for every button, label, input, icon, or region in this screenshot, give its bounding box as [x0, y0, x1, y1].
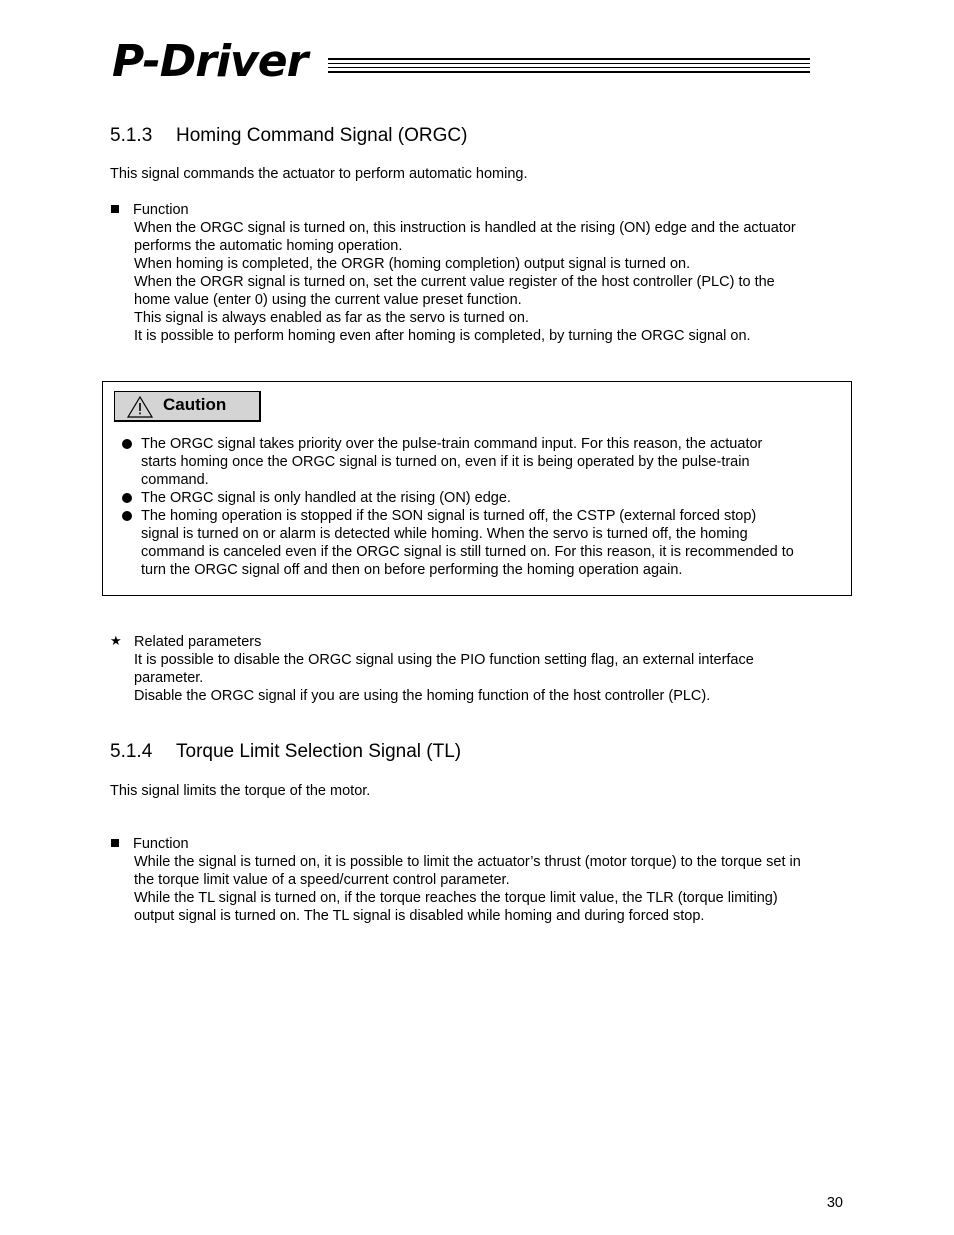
section-heading-514: [110, 741, 461, 763]
header-rule: [328, 58, 810, 76]
round-bullet-icon: [122, 511, 132, 521]
function-line: This signal is always enabled as far as the servo is turned on.: [134, 310, 529, 326]
caution-line: signal is turned on or alarm is detected while homing. When the servo is turned off, the homing: [141, 526, 748, 542]
section-title: Torque Limit Selection Signal (TL): [176, 741, 462, 762]
caution-line: The homing operation is stopped if the SON signal is turned off, the CSTP (external forced stop): [141, 508, 757, 524]
caution-line: command.: [141, 472, 209, 488]
section-heading-513: [110, 125, 467, 147]
function-line: When the ORGC signal is turned on, this instruction is handled at the rising (ON) edge and the actuator: [134, 220, 796, 236]
section-title: Homing Command Signal (ORGC): [176, 125, 468, 146]
function-description: [134, 219, 796, 345]
square-bullet-icon: [111, 839, 119, 847]
caution-item: [121, 507, 846, 579]
function-line: When the ORGR signal is turned on, set the current value register of the host controller (PLC) to the: [134, 274, 775, 290]
function-line: the torque limit value of a speed/current control parameter.: [134, 872, 510, 888]
function-label: Function: [133, 202, 189, 218]
function-line: When homing is completed, the ORGR (homing completion) output signal is turned on.: [134, 256, 691, 272]
function-line: While the TL signal is turned on, if the torque reaches the torque limit value, the TLR (torque limiting): [134, 890, 778, 906]
related-label: Related parameters: [134, 634, 262, 650]
caution-list: [121, 435, 846, 579]
star-icon: ★: [110, 633, 122, 648]
logo-wordmark: P-Driver: [112, 36, 308, 87]
section-number: 5.1.3: [110, 125, 153, 146]
related-line: It is possible to disable the ORGC signal using the PIO function setting flag, an external interface: [134, 652, 754, 668]
caution-item: [121, 489, 846, 507]
section-number: 5.1.4: [110, 741, 153, 762]
header-logo: [112, 36, 812, 88]
function-line: While the signal is turned on, it is possible to limit the actuator’s thrust (motor torque) to the torque set in: [134, 854, 801, 870]
function-description: [134, 853, 801, 925]
caution-line: The ORGC signal is only handled at the rising (ON) edge.: [141, 490, 511, 506]
page-number: 30: [826, 1195, 843, 1211]
function-line: performs the automatic homing operation.: [134, 238, 403, 254]
round-bullet-icon: [122, 439, 132, 449]
section-intro: This signal limits the torque of the motor.: [110, 783, 371, 799]
related-line: parameter.: [134, 670, 204, 686]
caution-line: turn the ORGC signal off and then on before performing the homing operation again.: [141, 562, 683, 578]
caution-line: The ORGC signal takes priority over the pulse-train command input. For this reason, the actuator: [141, 436, 763, 452]
warning-triangle-icon: [127, 396, 153, 422]
round-bullet-icon: [122, 493, 132, 503]
caution-box: [102, 381, 852, 596]
caution-label: Caution: [163, 395, 227, 414]
related-line: Disable the ORGC signal if you are using the homing function of the host controller (PLC).: [134, 688, 711, 704]
caution-item: [121, 435, 846, 489]
caution-line: command is canceled even if the ORGC signal is still turned on. For this reason, it is recommended to: [141, 544, 794, 560]
function-line: home value (enter 0) using the current value preset function.: [134, 292, 522, 308]
caution-line: starts homing once the ORGC signal is turned on, even if it is being operated by the pulse-train: [141, 454, 750, 470]
caution-label-box: [114, 391, 261, 422]
function-line: output signal is turned on. The TL signal is disabled while homing and during forced stop.: [134, 908, 705, 924]
function-line: It is possible to perform homing even after homing is completed, by turning the ORGC signal on.: [134, 328, 751, 344]
function-label: Function: [133, 836, 189, 852]
square-bullet-icon: [111, 205, 119, 213]
section-intro: This signal commands the actuator to perform automatic homing.: [110, 166, 528, 182]
related-description: [134, 651, 754, 705]
